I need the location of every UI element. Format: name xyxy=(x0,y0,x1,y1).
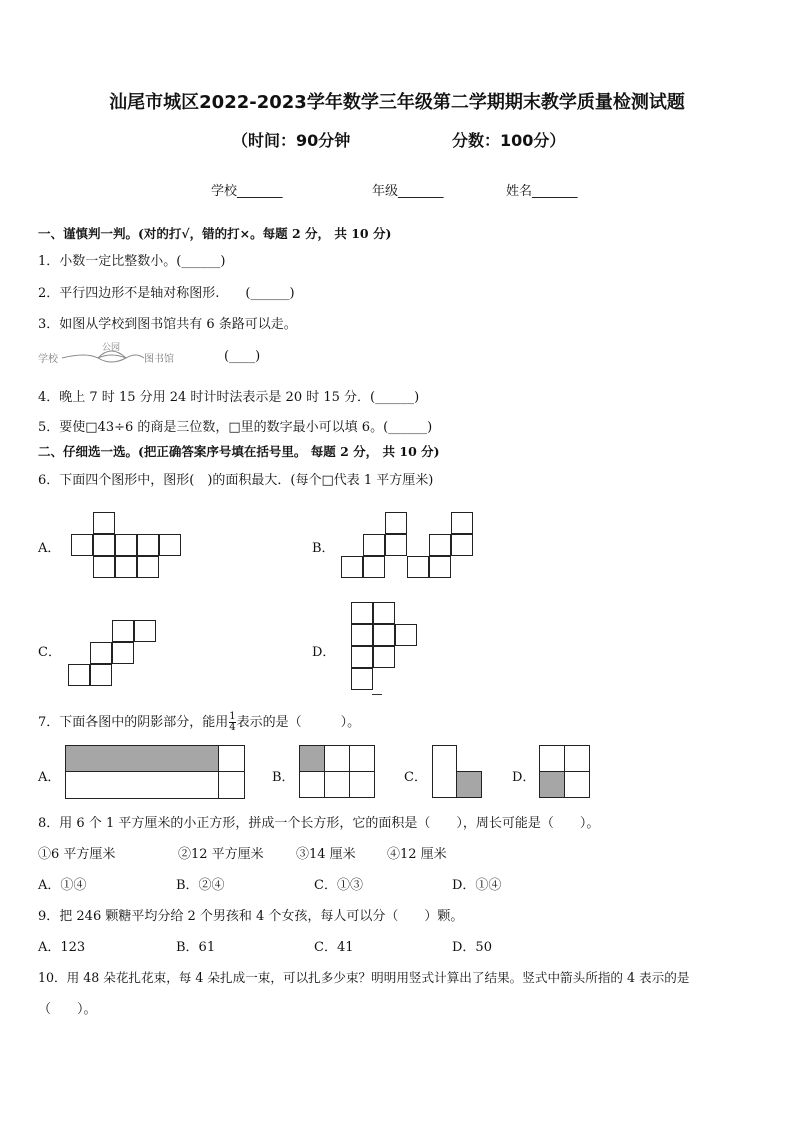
q9-option-c: C．41 xyxy=(314,940,354,955)
page-title: 汕尾市城区2022-2023学年数学三年级第二学期期末教学质量检测试题 xyxy=(109,92,685,113)
q8-item-3: ③14 厘米 xyxy=(296,847,356,862)
q6-d-mark xyxy=(372,694,382,695)
question-7 xyxy=(38,711,360,733)
q6-option-d-label: D． xyxy=(312,645,336,660)
route-diagram xyxy=(36,340,186,368)
park-label: 公园 xyxy=(102,343,121,353)
question-5: 5．要使□43÷6 的商是三位数，□里的数字最小可以填 6。(______) xyxy=(38,420,433,435)
question-10-line-2: （ ）。 xyxy=(38,1002,97,1017)
q7-text-post: 表示的是（ ）。 xyxy=(236,715,361,730)
q7-option-a-label: A． xyxy=(38,770,61,785)
q9-option-a: A．123 xyxy=(38,940,86,955)
question-3: 3．如图从学校到图书馆共有 6 条路可以走。 xyxy=(38,317,297,332)
fraction-denominator: 4 xyxy=(229,722,236,733)
q6-option-a-label: A． xyxy=(38,541,61,556)
q7-option-b-label: B． xyxy=(272,770,295,785)
fraction-numerator: 1 xyxy=(229,711,236,722)
name-field: 姓名_______ xyxy=(506,184,578,199)
q8-option-d: D．①④ xyxy=(452,878,502,893)
section-1-heading: 一、谨慎判一判。(对的打√，错的打×。每题 2 分， 共 10 分) xyxy=(38,226,392,241)
q8-item-4: ④12 厘米 xyxy=(387,847,447,862)
grade-field: 年级_______ xyxy=(372,184,444,199)
q9-option-d: D．50 xyxy=(452,940,492,955)
school-label: 学校 xyxy=(38,354,58,365)
q8-option-b: B．②④ xyxy=(176,878,225,893)
question-1: 1．小数一定比整数小。(______) xyxy=(38,254,226,269)
question-9: 9．把 246 颗糖平均分给 2 个男孩和 4 个女孩，每人可以分（ ）颗。 xyxy=(38,909,464,924)
q7-option-d-label: D． xyxy=(512,770,536,785)
question-10-line-1: 10．用 48 朵花扎花束，每 4 朵扎成一束，可以扎多少束？明明用竖式计算出了结果。竖式中箭头所指的 4 表示的是 xyxy=(38,970,690,985)
question-2: 2．平行四边形不是轴对称图形. (______) xyxy=(38,286,295,301)
question-6: 6．下面四个图形中，图形( )的面积最大．(每个□代表 1 平方厘米) xyxy=(38,473,434,488)
school-field: 学校_______ xyxy=(211,184,283,199)
section-2-heading: 二、仔细选一选。(把正确答案序号填在括号里。 每题 2 分， 共 10 分) xyxy=(38,444,440,459)
question-8: 8．用 6 个 1 平方厘米的小正方形，拼成一个长方形，它的面积是（ ），周长可能是（ ）。 xyxy=(38,816,600,831)
q7-option-c-label: C． xyxy=(404,770,427,785)
q6-option-b-label: B． xyxy=(312,541,335,556)
question-3-blank: (____) xyxy=(224,349,261,364)
q9-option-b: B．61 xyxy=(176,940,216,955)
q7-text-pre: 7．下面各图中的阴影部分，能用 xyxy=(38,715,229,730)
exam-time: （时间：90分钟 xyxy=(232,131,351,150)
q8-option-c: C．①③ xyxy=(314,878,363,893)
exam-score: 分数：100分） xyxy=(452,131,566,150)
q8-item-2: ②12 平方厘米 xyxy=(178,847,264,862)
q8-item-1: ①6 平方厘米 xyxy=(38,847,116,862)
fraction-one-quarter xyxy=(229,712,235,733)
library-label: 图书馆 xyxy=(144,354,174,365)
question-4: 4．晚上 7 时 15 分用 24 时计时法表示是 20 时 15 分．(______) xyxy=(38,390,420,405)
q6-option-c-label: C． xyxy=(38,645,61,660)
q8-option-a: A．①④ xyxy=(38,878,87,893)
